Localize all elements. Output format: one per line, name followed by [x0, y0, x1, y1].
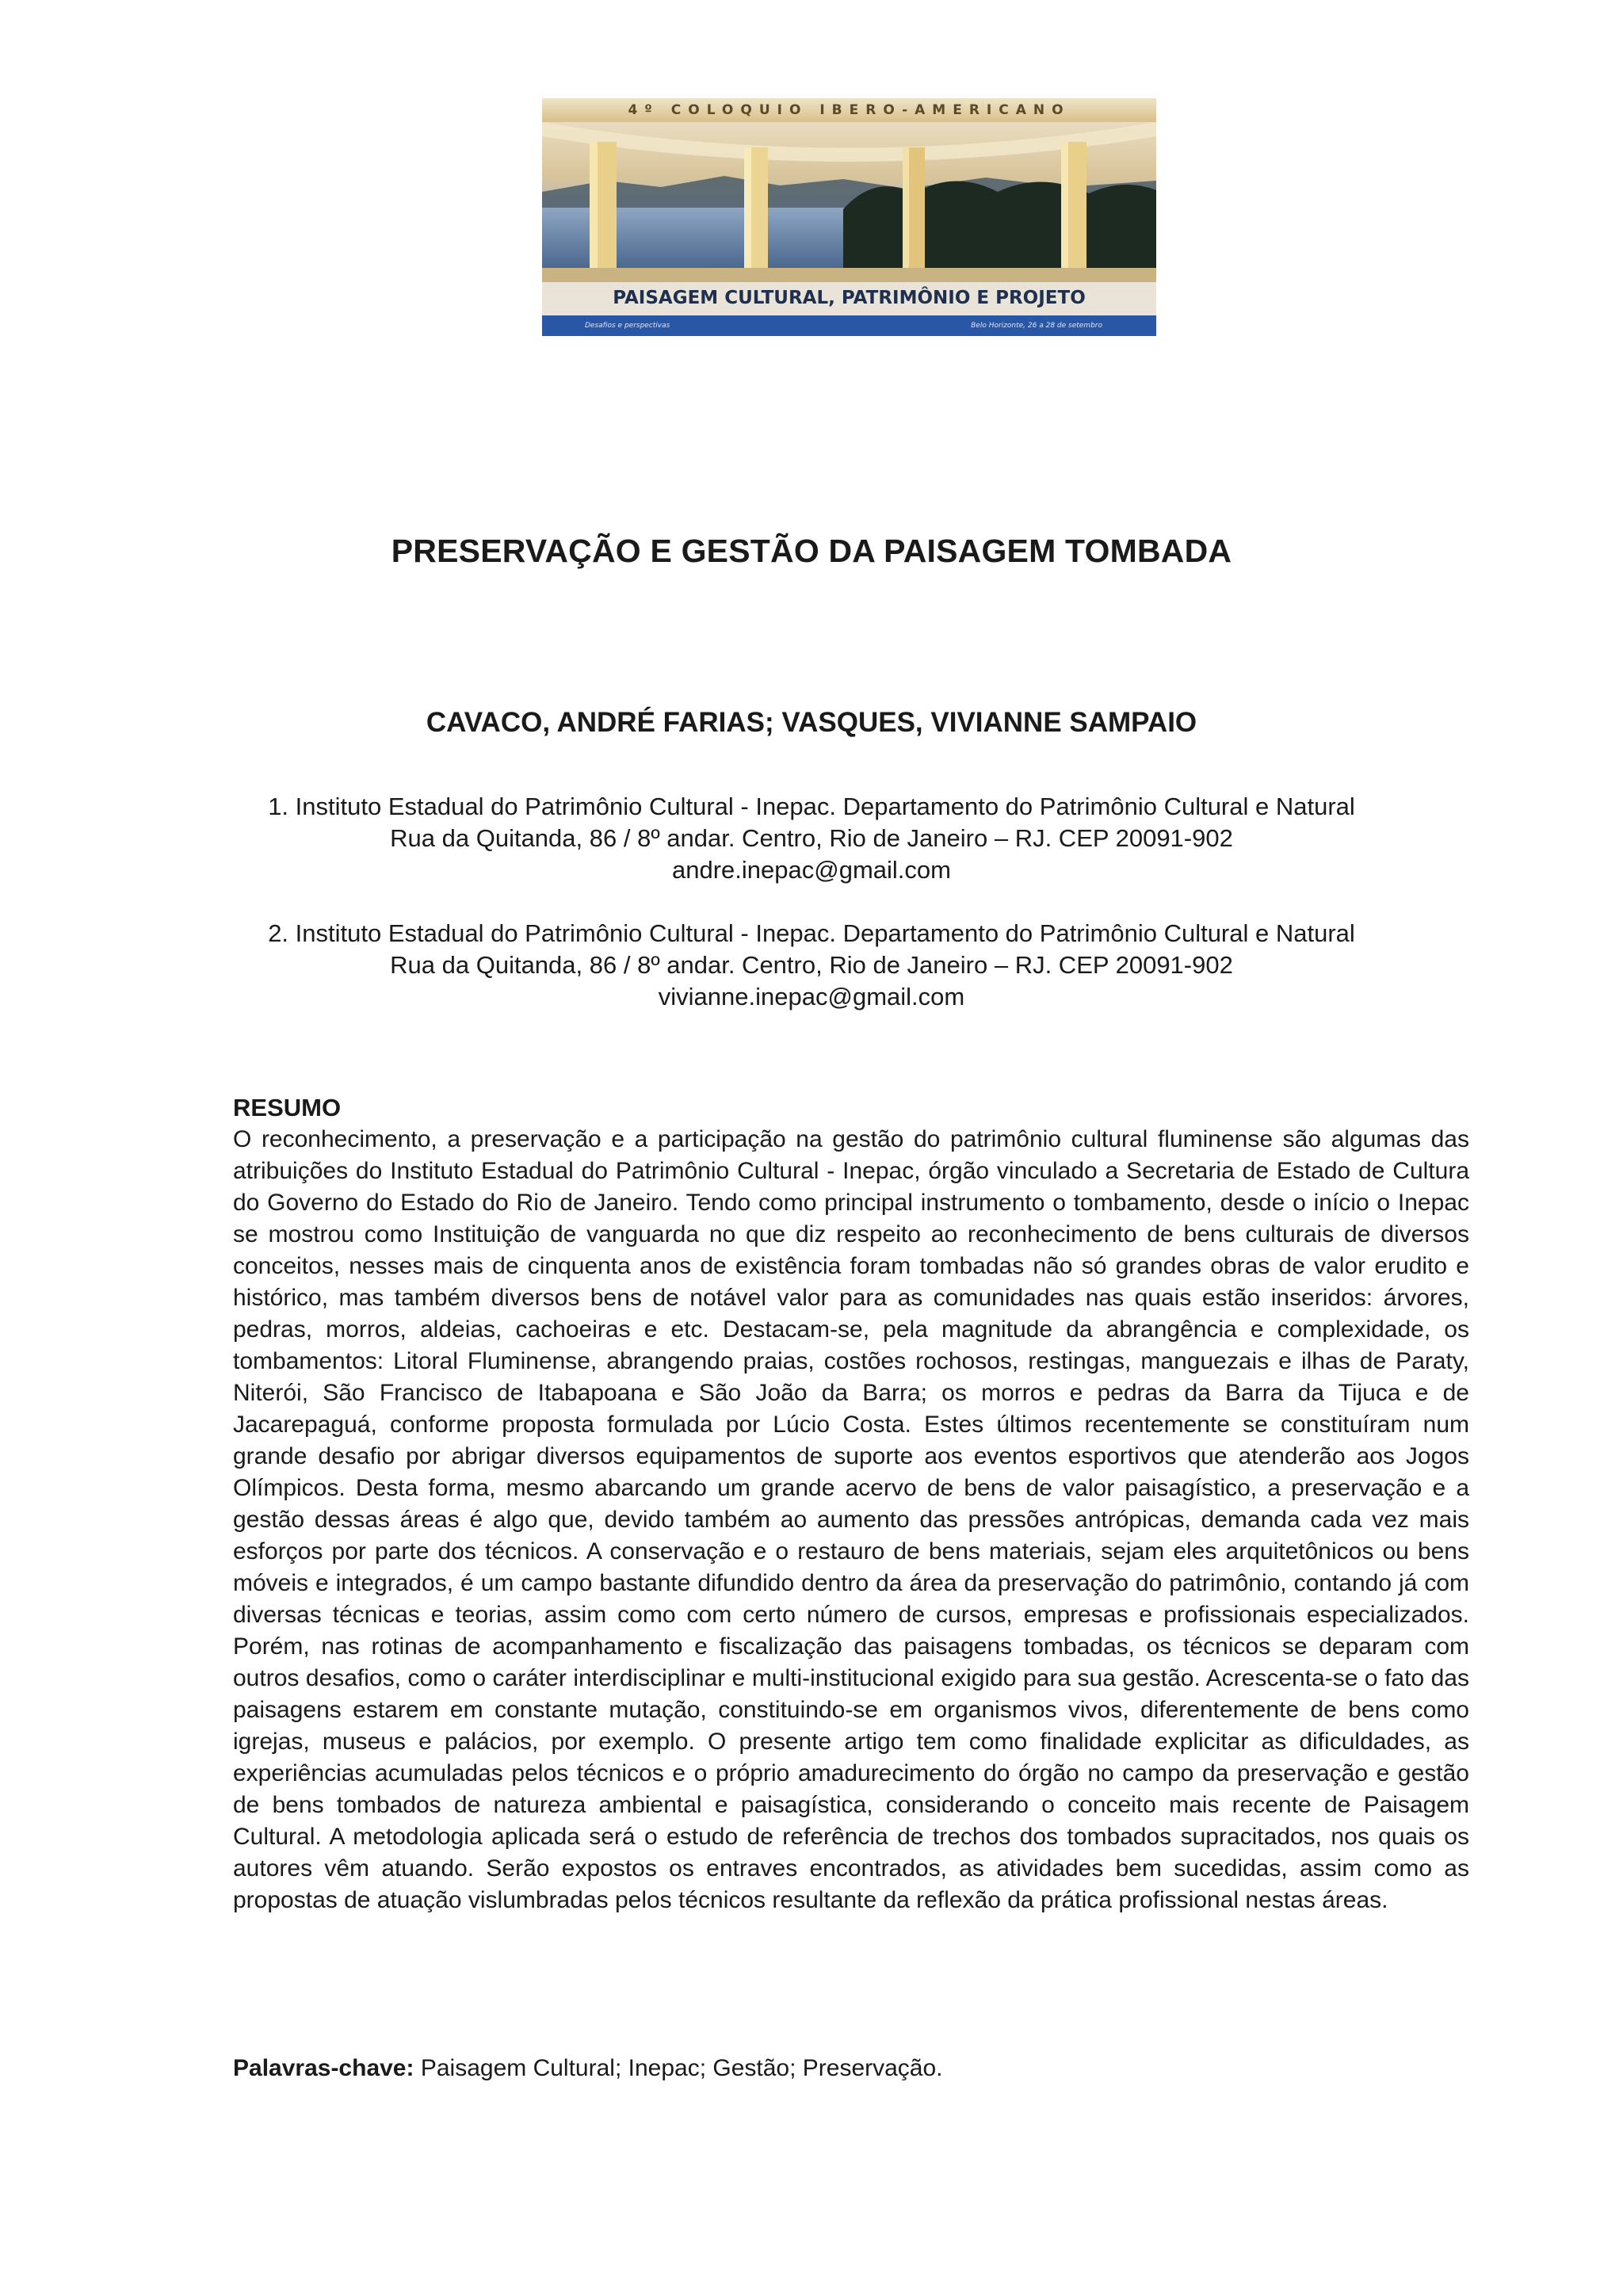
affiliation-email: vivianne.inepac@gmail.com: [658, 983, 965, 1010]
abstract-body: O reconhecimento, a preservação e a participação na gestão do patrimônio cultural fluminense são algumas das atribuições do Instituto Estadual do Patrimônio Cultural - Inepac, órgão vinculado a Secretaria de Estado de Cultura do Governo do Estado do Rio de Janeiro. Tendo como principal instrumento o tombamento, desde o início o Inepac se mostrou como Instituição de vanguarda no que diz respeito ao reconhecimento de bens culturais de diversos conceitos, nesses mais de cinquenta anos de existência foram tombadas não só grandes obras de valor erudito e histórico, mas também diversos bens de notável valor para as comunidades nas quais estão inseridos: árvores, pedras, morros, aldeias, cachoeiras e etc. Destacam-se, pela magnitude da abrangência e complexidade, os tombamentos: Litoral Fluminense, abrangendo praias, costões rochosos, restingas, manguezais e ilhas de Paraty, Niterói, São Francisco de Itabapoana e São João da Barra; os morros e pedras da Barra da Tijuca e de Jacarepaguá, conforme proposta formulada por Lúcio Costa. Estes últimos recentemente se constituíram num grande desafio por abrigar diversos equipamentos de suporte aos eventos esportivos que atenderão aos Jogos Olímpicos. Desta forma, mesmo abarcando um grande acervo de bens de valor paisagístico, a preservação e a gestão dessas áreas é algo que, devido também ao aumento das pressões antrópicas, demanda cada vez mais esforços por parte dos técnicos. A conservação e o restauro de bens materiais, sejam eles arquitetônicos ou bens móveis e integrados, é um campo bastante difundido dentro da área da preservação do patrimônio, contando já com diversas técnicas e teorias, assim como com certo número de cursos, empresas e profissionais especializados. Porém, nas rotinas de acompanhamento e fiscalização das paisagens tombadas, os técnicos se deparam com outros desafios, como o caráter interdisciplinar e multi-institucional exigido para sua gestão. Acrescenta-se o fato das paisagens estarem em constante mutação, constituindo-se em organismos vivos, diferentemente de bens como igrejas, museus e palácios, por exemplo. O presente artigo tem como finalidade explicitar as dificuldades, as experiências acumuladas pelos técnicos e o próprio amadurecimento do órgão no campo da preservação e gestão de bens tombados de natureza ambiental e paisagística, considerando o conceito mais recente de Paisagem Cultural. A metodologia aplicada será o estudo de referência de trechos dos tombados supracitados, nos quais os autores vêm atuando. Serão expostos os entraves encontrados, as atividades bem sucedidas, assim como as propostas de atuação vislumbradas pelos técnicos resultante da reflexão da prática profissional nestas áreas.: [233, 1126, 1469, 1913]
keywords-label: Palavras-chave:: [233, 2055, 414, 2081]
paper-authors: CAVACO, ANDRÉ FARIAS; VASQUES, VIVIANNE SAMPAIO: [426, 707, 1197, 738]
affiliation-institution: 2. Instituto Estadual do Patrimônio Cultural - Inepac. Departamento do Patrimônio Cultural e Natural: [268, 919, 1355, 947]
banner-location-date: Belo Horizonte, 26 a 28 de setembro: [971, 322, 1102, 330]
banner-subtitle: Desafios e perspectivas: [585, 322, 670, 330]
abstract-heading: RESUMO: [233, 1094, 342, 1121]
paper-title: PRESERVAÇÃO E GESTÃO DA PAISAGEM TOMBADA: [391, 533, 1232, 569]
affiliation-address: Rua da Quitanda, 86 / 8º andar. Centro, Rio de Janeiro – RJ. CEP 20091-902: [390, 951, 1233, 979]
conference-banner: [542, 98, 1156, 336]
affiliation-address: Rua da Quitanda, 86 / 8º andar. Centro, Rio de Janeiro – RJ. CEP 20091-902: [390, 824, 1233, 852]
banner-title: PAISAGEM CULTURAL, PATRIMÔNIO E PROJETO: [613, 288, 1086, 308]
keywords: [233, 2053, 943, 2084]
affiliation-institution: 1. Instituto Estadual do Patrimônio Cultural - Inepac. Departamento do Patrimônio Cultural e Natural: [268, 793, 1355, 820]
affiliation-1: [0, 791, 1623, 886]
affiliation-email: andre.inepac@gmail.com: [672, 856, 951, 884]
affiliation-2: [0, 918, 1623, 1013]
keywords-list: Paisagem Cultural; Inepac; Gestão; Preservação.: [414, 2055, 943, 2081]
banner-conference-name: 4º COLOQUIO IBERO-AMERICANO: [628, 102, 1071, 118]
